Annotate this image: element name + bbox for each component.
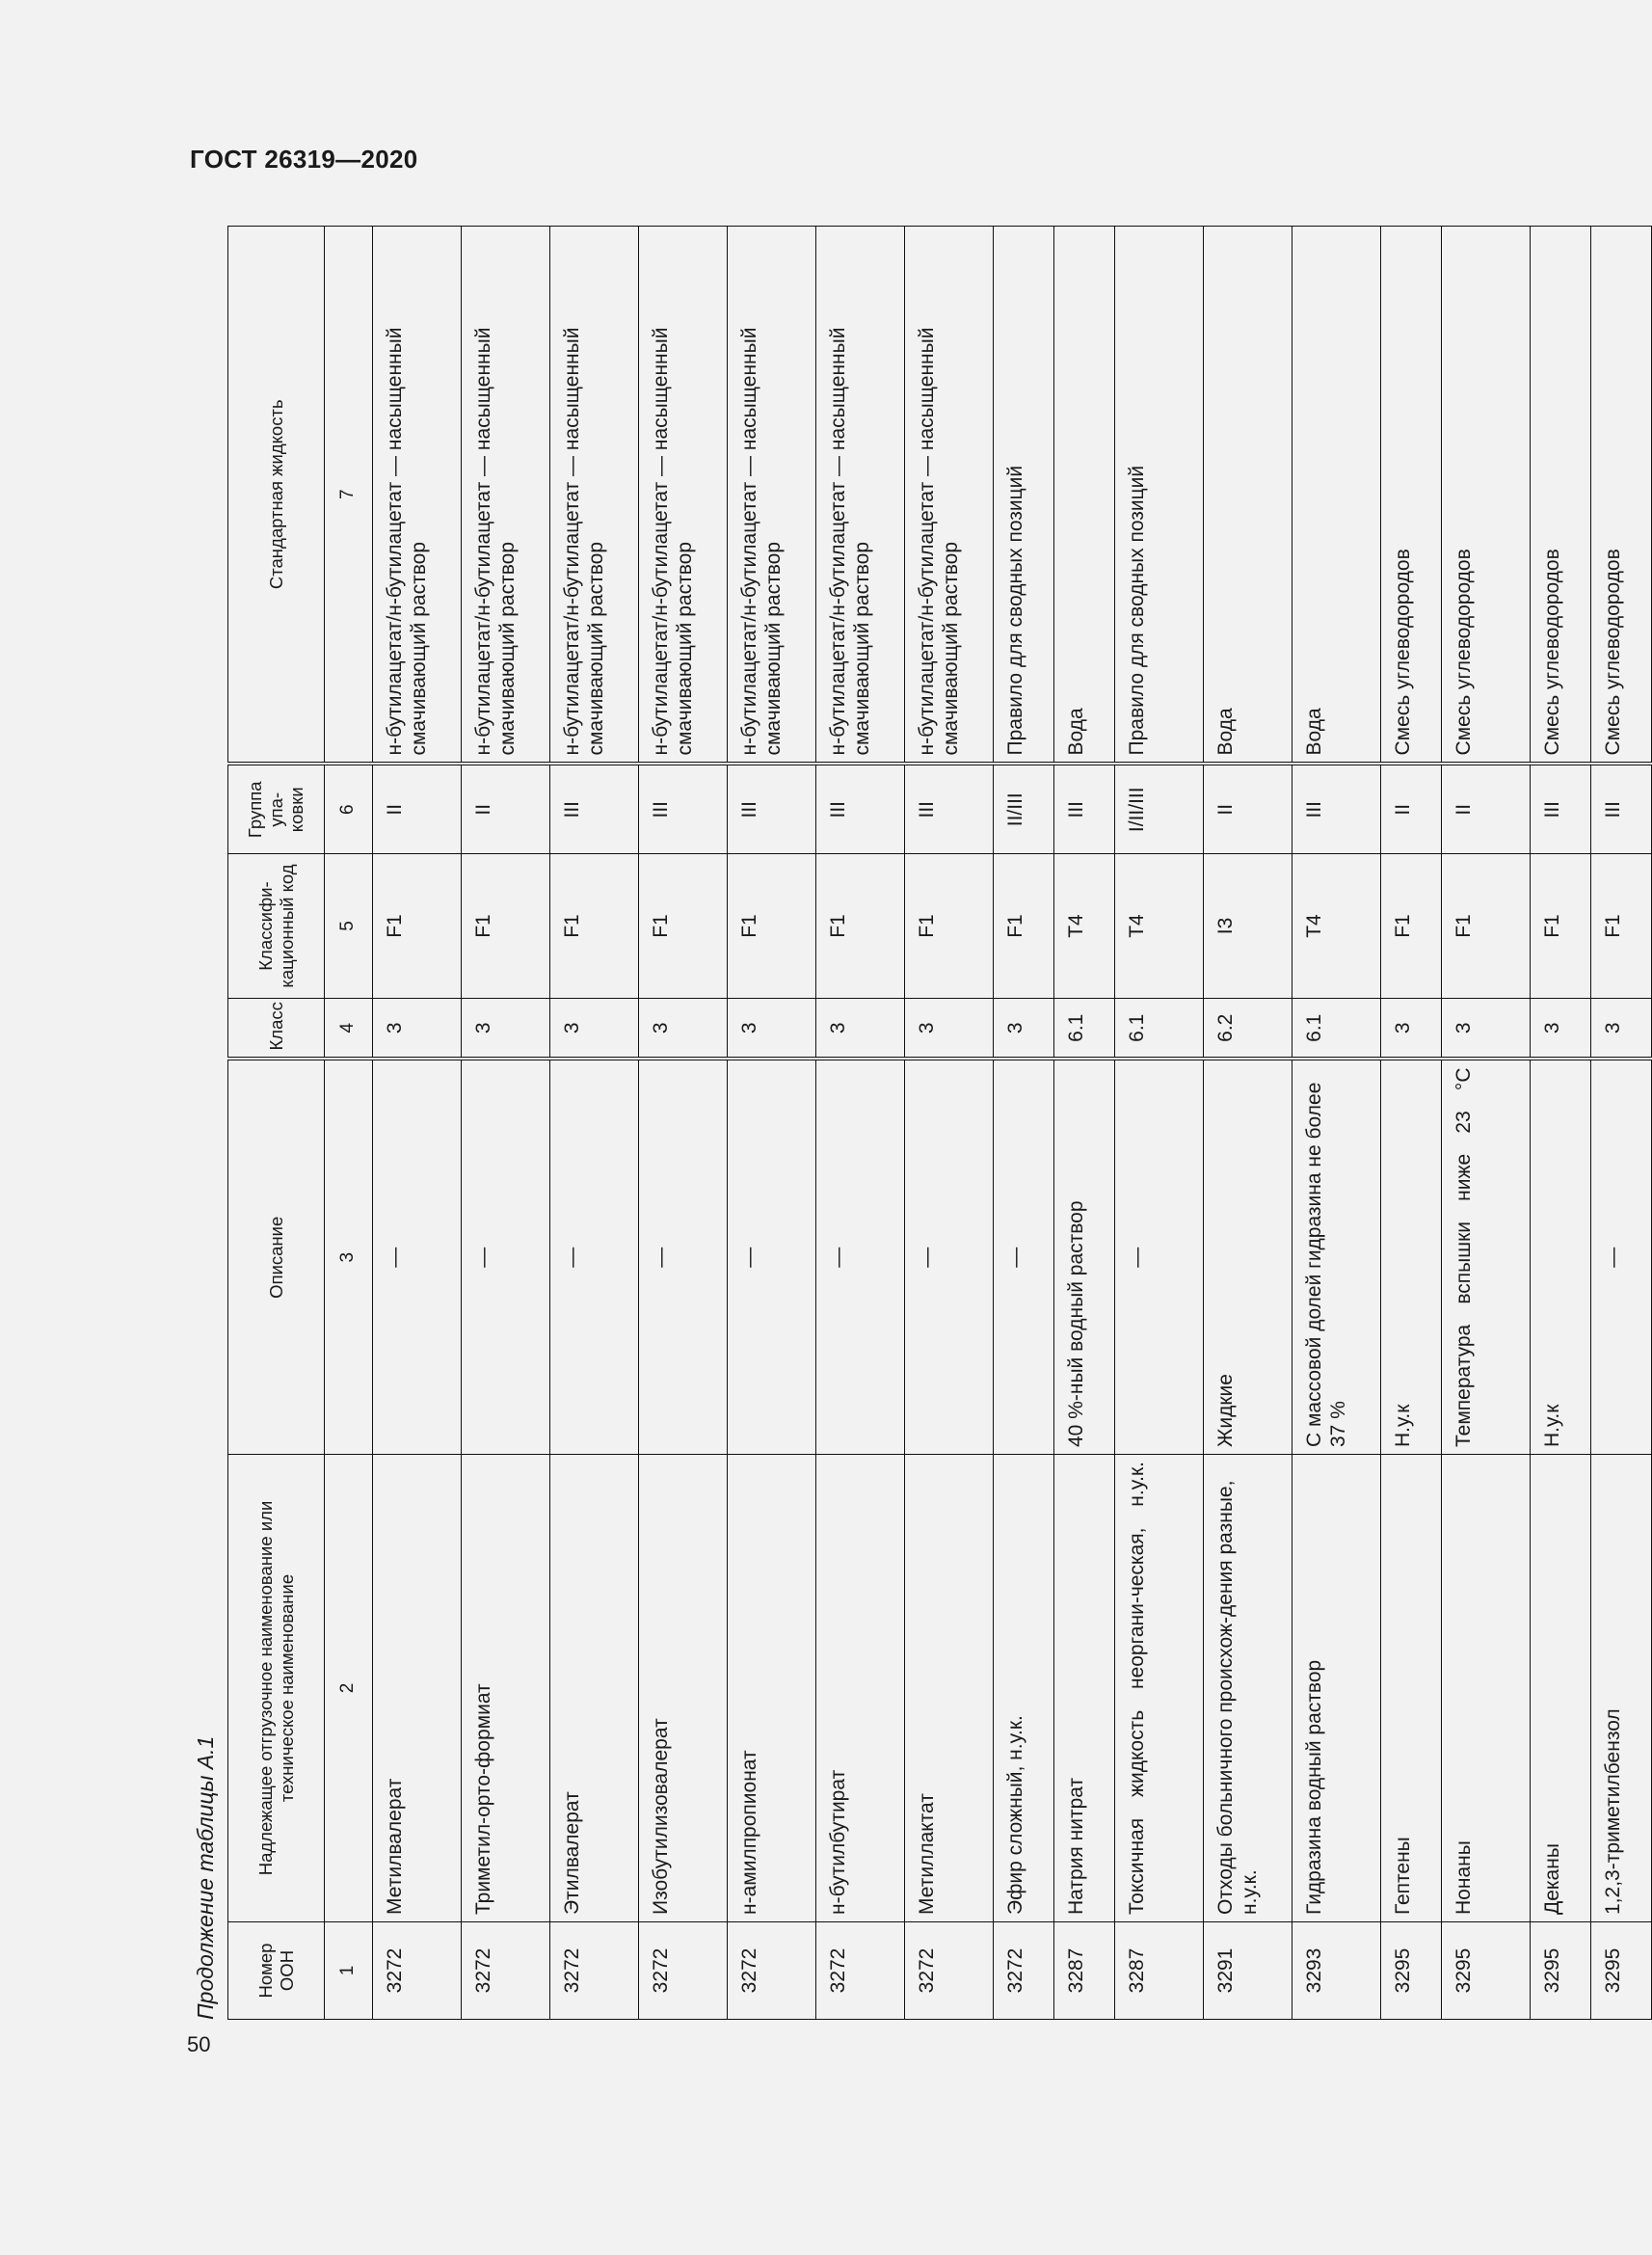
cell-standard-liquid: н-бутилацетат/н-бутилацетат — насыщенный смачивающий раствор [816, 227, 905, 765]
cell-group: II/III [994, 765, 1054, 854]
cell-group: II [1381, 765, 1442, 854]
cell-name: Нонаны [1442, 1455, 1531, 1922]
table-row [1054, 227, 1115, 2020]
cell-class: 3 [462, 999, 550, 1060]
cell-standard-liquid: Смесь углеводородов [1381, 227, 1442, 765]
cell-group: III [550, 765, 639, 854]
cell-class: 3 [1442, 999, 1531, 1060]
cell-description: — [373, 1060, 462, 1455]
cell-description: Н.у.к [1381, 1060, 1442, 1455]
table-row [994, 227, 1054, 2020]
cell-code: F1 [373, 854, 462, 999]
gost-table [227, 226, 1652, 2020]
table-row [1442, 227, 1531, 2020]
cell-standard-liquid: н-бутилацетат/н-бутилацетат — насыщенный смачивающий раствор [550, 227, 639, 765]
table-row [462, 227, 550, 2020]
cell-un-number: 3272 [373, 1922, 462, 2020]
cell-class: 6.1 [1115, 999, 1204, 1060]
cell-un-number: 3272 [639, 1922, 728, 2020]
cell-class: 3 [816, 999, 905, 1060]
table-row [373, 227, 462, 2020]
table-row [905, 227, 994, 2020]
cell-code: F1 [1531, 854, 1591, 999]
cell-code: T4 [1292, 854, 1381, 999]
cell-un-number: 3295 [1381, 1922, 1442, 2020]
column-header: Надлежащее отгрузочное наименование или техническое наименование [228, 1455, 325, 1922]
cell-description: — [639, 1060, 728, 1455]
cell-un-number: 3272 [550, 1922, 639, 2020]
cell-description: Жидкие [1204, 1060, 1292, 1455]
table-row [1204, 227, 1292, 2020]
cell-description: Н.у.к [1531, 1060, 1591, 1455]
cell-class: 3 [373, 999, 462, 1060]
rotated-table-area [193, 227, 1624, 2020]
cell-code: F1 [1442, 854, 1531, 999]
cell-code: T4 [1054, 854, 1115, 999]
cell-class: 3 [639, 999, 728, 1060]
cell-standard-liquid: н-бутилацетат/н-бутилацетат — насыщенный смачивающий раствор [462, 227, 550, 765]
cell-code: T4 [1115, 854, 1204, 999]
cell-standard-liquid: н-бутилацетат/н-бутилацетат — насыщенный смачивающий раствор [373, 227, 462, 765]
cell-group: III [728, 765, 816, 854]
cell-group: III [1292, 765, 1381, 854]
cell-un-number: 3287 [1115, 1922, 1204, 2020]
table-row [1531, 227, 1591, 2020]
column-number-row [325, 227, 373, 2020]
cell-name: Отходы больничного происхож-дения разные, н.у.к. [1204, 1455, 1292, 1922]
cell-description: — [550, 1060, 639, 1455]
cell-description: — [1591, 1060, 1652, 1455]
column-header: Номер ООН [228, 1922, 325, 2020]
cell-standard-liquid: Правило для сводных позиций [1115, 227, 1204, 765]
cell-name: 1,2,3-триметилбензол [1591, 1455, 1652, 1922]
cell-standard-liquid: н-бутилацетат/н-бутилацетат — насыщенный смачивающий раствор [639, 227, 728, 765]
table-row [550, 227, 639, 2020]
column-header: Классифи-кационный код [228, 854, 325, 999]
cell-code: F1 [462, 854, 550, 999]
cell-name: н-бутилбутират [816, 1455, 905, 1922]
cell-class: 3 [994, 999, 1054, 1060]
cell-un-number: 3272 [994, 1922, 1054, 2020]
cell-standard-liquid: Вода [1054, 227, 1115, 765]
cell-group: II [373, 765, 462, 854]
cell-code: F1 [550, 854, 639, 999]
cell-code: F1 [816, 854, 905, 999]
cell-code: F1 [1591, 854, 1652, 999]
column-number: 1 [325, 1922, 373, 2020]
table-row [639, 227, 728, 2020]
cell-code: F1 [639, 854, 728, 999]
cell-standard-liquid: Вода [1204, 227, 1292, 765]
cell-code: I3 [1204, 854, 1292, 999]
cell-un-number: 3295 [1531, 1922, 1591, 2020]
cell-class: 6.1 [1292, 999, 1381, 1060]
cell-un-number: 3293 [1292, 1922, 1381, 2020]
cell-un-number: 3295 [1442, 1922, 1531, 2020]
table-row [1292, 227, 1381, 2020]
cell-name: Натрия нитрат [1054, 1455, 1115, 1922]
document-title: ГОСТ 26319—2020 [190, 145, 418, 174]
cell-class: 6.2 [1204, 999, 1292, 1060]
cell-standard-liquid: Правило для сводных позиций [994, 227, 1054, 765]
cell-group: II [462, 765, 550, 854]
cell-standard-liquid: Смесь углеводородов [1591, 227, 1652, 765]
cell-name: Триметил-орто-формиат [462, 1455, 550, 1922]
column-header: Стандартная жидкость [228, 227, 325, 765]
cell-un-number: 3295 [1591, 1922, 1652, 2020]
cell-group: II [1204, 765, 1292, 854]
cell-un-number: 3272 [905, 1922, 994, 2020]
cell-description: С массовой долей гидразина не более 37 % [1292, 1060, 1381, 1455]
cell-description: — [462, 1060, 550, 1455]
cell-name: Этилвалерат [550, 1455, 639, 1922]
column-number: 2 [325, 1455, 373, 1922]
column-header: Класс [228, 999, 325, 1060]
column-header: Описание [228, 1060, 325, 1455]
header-row [228, 227, 325, 2020]
column-header: Группа упа-ковки [228, 765, 325, 854]
cell-standard-liquid: Смесь углеводородов [1442, 227, 1531, 765]
cell-code: F1 [728, 854, 816, 999]
cell-un-number: 3272 [816, 1922, 905, 2020]
cell-un-number: 3291 [1204, 1922, 1292, 2020]
page-number: 50 [187, 2032, 211, 2056]
table-row [816, 227, 905, 2020]
cell-description: Температура вспышки ниже 23 °C [1442, 1060, 1531, 1455]
cell-class: 3 [905, 999, 994, 1060]
cell-code: F1 [905, 854, 994, 999]
cell-name: Гептены [1381, 1455, 1442, 1922]
cell-name: Токсичная жидкость неоргани-ческая, н.у.к. [1115, 1455, 1204, 1922]
cell-standard-liquid: Смесь углеводородов [1531, 227, 1591, 765]
cell-code: F1 [994, 854, 1054, 999]
column-number: 4 [325, 999, 373, 1060]
table-row [1381, 227, 1442, 2020]
cell-name: Метилвалерат [373, 1455, 462, 1922]
cell-standard-liquid: Вода [1292, 227, 1381, 765]
cell-standard-liquid: н-бутилацетат/н-бутилацетат — насыщенный смачивающий раствор [905, 227, 994, 765]
cell-name: Метиллактат [905, 1455, 994, 1922]
table-caption: Продолжение таблицы А.1 [193, 1735, 218, 2020]
cell-un-number: 3272 [728, 1922, 816, 2020]
cell-description: — [905, 1060, 994, 1455]
cell-un-number: 3287 [1054, 1922, 1115, 2020]
cell-class: 3 [1531, 999, 1591, 1060]
cell-class: 3 [550, 999, 639, 1060]
cell-name: Деканы [1531, 1455, 1591, 1922]
cell-group: III [816, 765, 905, 854]
cell-class: 3 [1381, 999, 1442, 1060]
cell-class: 3 [1591, 999, 1652, 1060]
cell-group: III [1054, 765, 1115, 854]
cell-group: II [1442, 765, 1531, 854]
cell-code: F1 [1381, 854, 1442, 999]
cell-group: III [1531, 765, 1591, 854]
table-row [728, 227, 816, 2020]
cell-class: 3 [728, 999, 816, 1060]
column-number: 6 [325, 765, 373, 854]
column-number: 5 [325, 854, 373, 999]
cell-name: Гидразина водный раствор [1292, 1455, 1381, 1922]
cell-class: 6.1 [1054, 999, 1115, 1060]
cell-group: I/II/III [1115, 765, 1204, 854]
cell-un-number: 3272 [462, 1922, 550, 2020]
column-number: 3 [325, 1060, 373, 1455]
cell-description: 40 %-ный водный раствор [1054, 1060, 1115, 1455]
cell-group: III [639, 765, 728, 854]
table-row [1591, 227, 1652, 2020]
cell-description: — [994, 1060, 1054, 1455]
cell-group: III [905, 765, 994, 854]
cell-name: Эфир сложный, н.у.к. [994, 1455, 1054, 1922]
table-row [1115, 227, 1204, 2020]
cell-description: — [728, 1060, 816, 1455]
column-number: 7 [325, 227, 373, 765]
cell-description: — [816, 1060, 905, 1455]
cell-standard-liquid: н-бутилацетат/н-бутилацетат — насыщенный смачивающий раствор [728, 227, 816, 765]
cell-description: — [1115, 1060, 1204, 1455]
cell-group: III [1591, 765, 1652, 854]
cell-name: Изобутилизовалерат [639, 1455, 728, 1922]
cell-name: н-амилпропионат [728, 1455, 816, 1922]
